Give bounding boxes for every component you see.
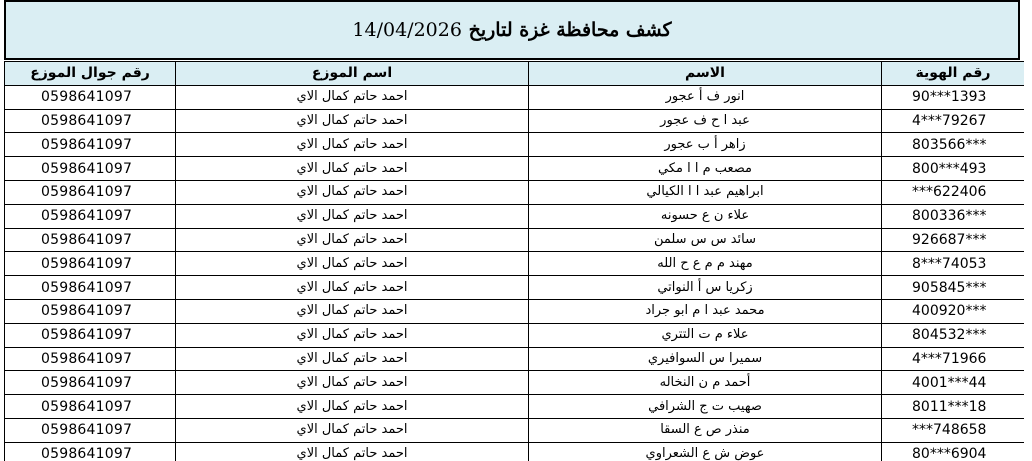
sheet-title-label: كشف محافظة غزة لتاريخ [468, 19, 672, 41]
distribution-table [4, 61, 1024, 461]
table-row [5, 228, 1025, 252]
cell-distributor: احمد حاتم كمال الاي [176, 85, 529, 109]
cell-phone: 0598641097 [5, 299, 176, 323]
cell-distributor: احمد حاتم كمال الاي [176, 204, 529, 228]
cell-name: سائد س س سلمن [529, 228, 882, 252]
table-row [5, 299, 1025, 323]
cell-distributor: احمد حاتم كمال الاي [176, 133, 529, 157]
cell-phone: 0598641097 [5, 395, 176, 419]
cell-distributor: احمد حاتم كمال الاي [176, 418, 529, 442]
cell-phone: 0598641097 [5, 347, 176, 371]
cell-distributor: احمد حاتم كمال الاي [176, 228, 529, 252]
header-id: رقم الهوية [882, 62, 1025, 86]
cell-name: علاء ن ع حسونه [529, 204, 882, 228]
cell-distributor: احمد حاتم كمال الاي [176, 395, 529, 419]
table-body [5, 85, 1025, 461]
cell-id: 400920*** [882, 299, 1025, 323]
table-row [5, 442, 1025, 461]
table-row [5, 371, 1025, 395]
cell-id: 905845*** [882, 276, 1025, 300]
cell-phone: 0598641097 [5, 323, 176, 347]
cell-id: 926687*** [882, 228, 1025, 252]
cell-distributor: احمد حاتم كمال الاي [176, 371, 529, 395]
header-row [5, 62, 1025, 86]
cell-phone: 0598641097 [5, 442, 176, 461]
header-phone: رقم جوال الموزع [5, 62, 176, 86]
cell-name: ابراهيم عبد ا ا الكيالي [529, 180, 882, 204]
cell-id: 8011***18 [882, 395, 1025, 419]
table-row [5, 133, 1025, 157]
cell-phone: 0598641097 [5, 85, 176, 109]
cell-id: 8***74053 [882, 252, 1025, 276]
cell-id: 4***71966 [882, 347, 1025, 371]
cell-name: انور ف أ عجور [529, 85, 882, 109]
distribution-sheet [4, 0, 1024, 461]
cell-id: 4001***44 [882, 371, 1025, 395]
cell-distributor: احمد حاتم كمال الاي [176, 323, 529, 347]
cell-phone: 0598641097 [5, 228, 176, 252]
cell-name: علاء م ت التتري [529, 323, 882, 347]
table-row [5, 109, 1025, 133]
cell-phone: 0598641097 [5, 157, 176, 181]
cell-name: صهيب ت ج الشرافي [529, 395, 882, 419]
table-row [5, 252, 1025, 276]
cell-distributor: احمد حاتم كمال الاي [176, 276, 529, 300]
cell-name: أحمد م ن النخاله [529, 371, 882, 395]
cell-name: عبد ا ح ف عجور [529, 109, 882, 133]
cell-name: محمد عبد ا م ابو جراد [529, 299, 882, 323]
cell-name: زكريا س أ النواتي [529, 276, 882, 300]
cell-distributor: احمد حاتم كمال الاي [176, 299, 529, 323]
cell-distributor: احمد حاتم كمال الاي [176, 157, 529, 181]
cell-name: عوض ش ع الشعراوي [529, 442, 882, 461]
sheet-date: 14/04/2026 [352, 19, 462, 41]
table-row [5, 204, 1025, 228]
cell-distributor: احمد حاتم كمال الاي [176, 252, 529, 276]
table-row [5, 395, 1025, 419]
cell-distributor: احمد حاتم كمال الاي [176, 442, 529, 461]
cell-id: 90***1393 [882, 85, 1025, 109]
cell-name: زاهر أ ب عجور [529, 133, 882, 157]
header-distributor: اسم الموزع [176, 62, 529, 86]
table-row [5, 157, 1025, 181]
cell-phone: 0598641097 [5, 109, 176, 133]
cell-id: 804532*** [882, 323, 1025, 347]
cell-id: 803566*** [882, 133, 1025, 157]
table-row [5, 180, 1025, 204]
cell-phone: 0598641097 [5, 371, 176, 395]
table-row [5, 323, 1025, 347]
cell-id: 800***493 [882, 157, 1025, 181]
table-row [5, 276, 1025, 300]
sheet-title-box [4, 0, 1020, 60]
table-row [5, 418, 1025, 442]
table-row [5, 85, 1025, 109]
cell-name: مهند م م ع ح الله [529, 252, 882, 276]
cell-phone: 0598641097 [5, 252, 176, 276]
cell-distributor: احمد حاتم كمال الاي [176, 180, 529, 204]
cell-phone: 0598641097 [5, 133, 176, 157]
cell-id: 80***6904 [882, 442, 1025, 461]
cell-id: 800336*** [882, 204, 1025, 228]
cell-name: سميرا س السوافيري [529, 347, 882, 371]
cell-id: ***622406 [882, 180, 1025, 204]
cell-distributor: احمد حاتم كمال الاي [176, 347, 529, 371]
table-row [5, 347, 1025, 371]
cell-phone: 0598641097 [5, 180, 176, 204]
sheet-title [6, 19, 1018, 41]
cell-name: منذر ص ع السقا [529, 418, 882, 442]
cell-id: ***748658 [882, 418, 1025, 442]
cell-phone: 0598641097 [5, 204, 176, 228]
header-name: الاسم [529, 62, 882, 86]
cell-phone: 0598641097 [5, 418, 176, 442]
cell-name: مصعب م ا ا مكي [529, 157, 882, 181]
cell-phone: 0598641097 [5, 276, 176, 300]
cell-id: 4***79267 [882, 109, 1025, 133]
cell-distributor: احمد حاتم كمال الاي [176, 109, 529, 133]
